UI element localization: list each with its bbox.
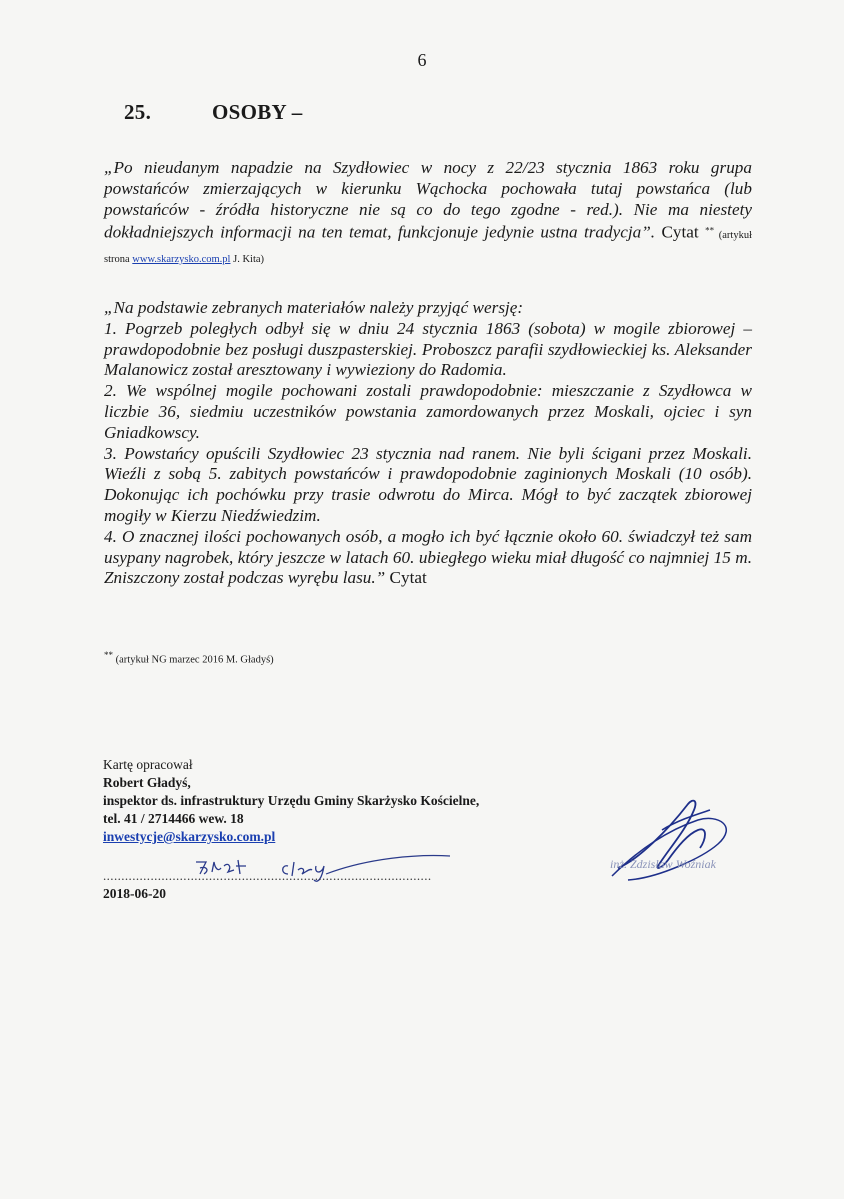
official-stamp-signature bbox=[598, 790, 768, 890]
source-link[interactable]: www.skarzysko.com.pl bbox=[132, 253, 231, 265]
quote-paragraph: 2. We wspólnej mogile pochowani zostali prawdopodobnie: mieszczanie z Szydłowca w liczbie 36, siedmiu uczestników powstania zamordowanych przez Moskali, ojciec i syn Gniadkowscy. bbox=[104, 381, 752, 442]
author-email-link[interactable]: inwestycje@skarzysko.com.pl bbox=[103, 829, 276, 844]
page-number: 6 bbox=[417, 50, 427, 70]
prepared-label: Kartę opracował bbox=[103, 757, 193, 772]
author-role: inspektor ds. infrastruktury Urzędu Gminy Skarżysko Kościelne, bbox=[103, 793, 480, 808]
author-name: Robert Gładyś, bbox=[103, 775, 191, 790]
quote-paragraph: 1. Pogrzeb poległych odbył się w dniu 24 stycznia 1863 (sobota) w mogile zbiorowej – prawdopodobnie bez posługi duszpasterskiej. Proboszcz parafii szydłowieckiej ks. Aleksander Malanowicz został aresztowany i wywieziony do Radomia. bbox=[104, 318, 752, 380]
document-date: 2018-06-20 bbox=[103, 886, 166, 901]
quote-paragraph: 4. O znacznej ilości pochowanych osób, a mogło ich być łącznie około 60. świadczył też sam usypany nagrobek, który jeszcze w latach 60. ubiegłego wieku miał długość co najmniej 15 m. Zniszczony został podczas wyrębu lasu.” Cytat bbox=[104, 526, 752, 588]
quote-gladys bbox=[104, 298, 752, 589]
quote-paragraph: 3. Powstańcy opuścili Szydłowiec 23 stycznia nad ranem. Nie byli ścigani przez Moskali. Wieźli z sobą 5. zabitych powstańców i prawdopodobnie zaginionych Moskali (10 osób). Dokonując ich pochówku przy trasie odwrotu do Mirca. Mógł to być zaczątek zbiorowej mogiły w Kierzu Niedźwiedzim. bbox=[104, 443, 752, 525]
stamp-text: inż. Zdzisław Woźniak bbox=[610, 857, 716, 871]
author-phone: tel. 41 / 2714466 wew. 18 bbox=[103, 811, 244, 826]
section-title: OSOBY – bbox=[212, 100, 303, 124]
quote-kita-text: „Po nieudanym napadzie na Szydłowiec w nocy z 22/23 stycznia 1863 roku grupa powstańców zmierzających w kierunku Wąchocka pochowała tutaj powstańca (lub powstańców - źródła historyczne nie są co do tego zgodne - red.). Nie ma niestety dokładniejszych informacji na ten temat, funkcjonuje jedynie ustna tradycja”. bbox=[104, 158, 752, 242]
quote-paragraph: „Na podstawie zebranych materiałów należy przyjąć wersję: bbox=[104, 298, 524, 317]
cytat-label: Cytat bbox=[389, 568, 427, 588]
signature-line: .......................................................................................... bbox=[103, 868, 432, 883]
source-reference: ** (artykuł NG marzec 2016 M. Gładyś) bbox=[104, 650, 274, 666]
section-number: 25. bbox=[124, 100, 152, 124]
quote-kita bbox=[104, 158, 752, 270]
source-reference: ** (artykuł strona www.skarzysko.com.pl J. Kita) bbox=[104, 225, 753, 265]
cytat-label: Cytat bbox=[661, 222, 699, 242]
section-heading bbox=[124, 100, 303, 125]
author-block bbox=[103, 756, 479, 846]
